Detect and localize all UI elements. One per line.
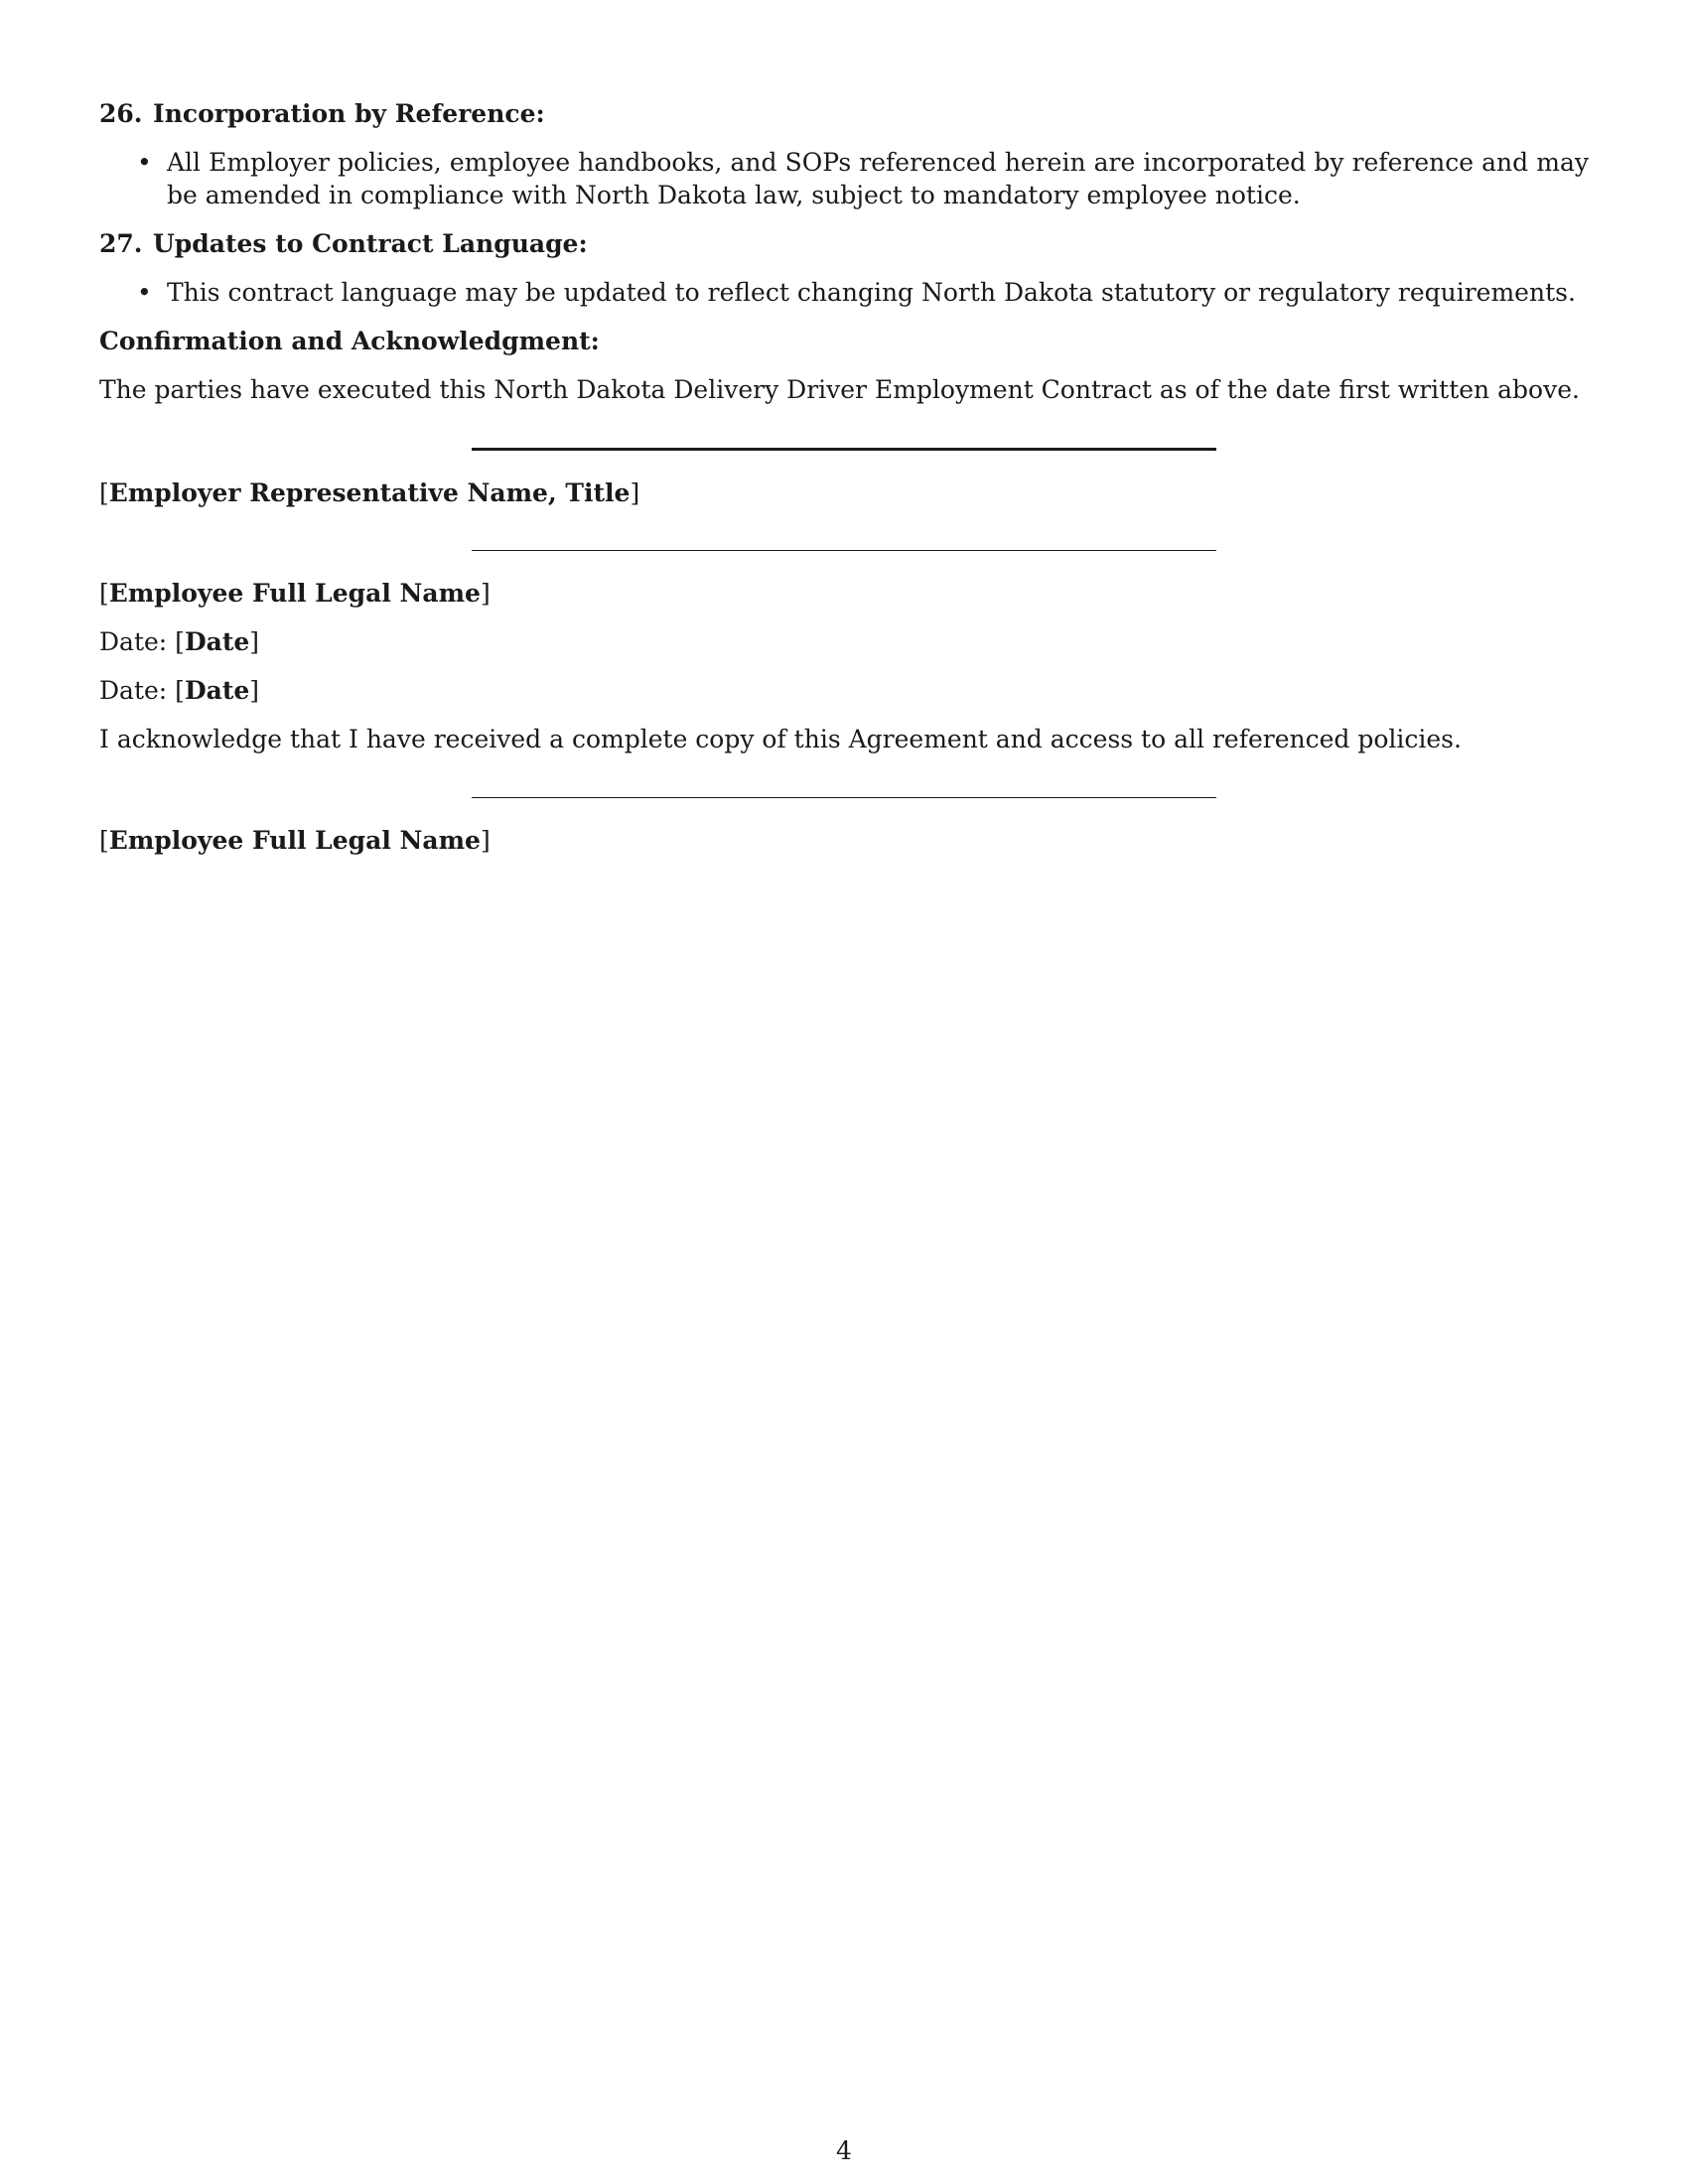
acknowledgment-employee-name: [Employee Full Legal Name] [99,826,491,855]
bullet-icon: • [137,278,152,307]
list-item [99,146,1589,211]
confirmation-text: The parties have executed this North Dakota Delivery Driver Employment Contract as of the date first written above. [99,375,1580,404]
employee-signature-line[interactable] [472,550,1216,551]
employee-signature-block [99,550,1589,610]
acknowledgment-text: I acknowledge that I have received a complete copy of this Agreement and access to all referenced policies. [99,725,1462,753]
list-item [99,276,1589,309]
section-26-heading [99,97,1589,130]
section-number: 26. [99,99,143,128]
section-title: Updates to Contract Language: [153,229,588,258]
employer-signature-block [99,448,1589,509]
employer-signature-line[interactable] [472,448,1216,451]
acknowledgment-signature-line[interactable] [472,797,1216,798]
date-placeholder[interactable]: [Date] [175,676,260,705]
acknowledgment-signature-block [99,797,1589,857]
bullet-icon: • [137,148,152,177]
page-number: 4 [836,2136,852,2165]
employer-date-row [99,625,1589,658]
date-label: Date: [99,627,168,656]
list-item-text: All Employer policies, employee handbooks, and SOPs referenced herein are incorporated by reference and may be amended in compliance with North Dakota law, subject to mandatory employee notice. [167,148,1589,209]
section-number: 27. [99,229,143,258]
section-27-heading [99,227,1589,260]
section-27-list [99,276,1589,309]
employer-name-placeholder: [Employer Representative Name, Title] [99,478,640,507]
list-item-text: This contract language may be updated to reflect changing North Dakota statutory or regulatory requirements. [167,278,1576,307]
section-26-list [99,146,1589,211]
date-label: Date: [99,676,168,705]
employee-date-row [99,674,1589,707]
section-title: Incorporation by Reference: [153,99,545,128]
date-placeholder[interactable]: [Date] [175,627,260,656]
employee-name-placeholder: [Employee Full Legal Name] [99,579,491,608]
document-content [99,97,1589,873]
confirmation-heading: Confirmation and Acknowledgment: [99,327,600,355]
